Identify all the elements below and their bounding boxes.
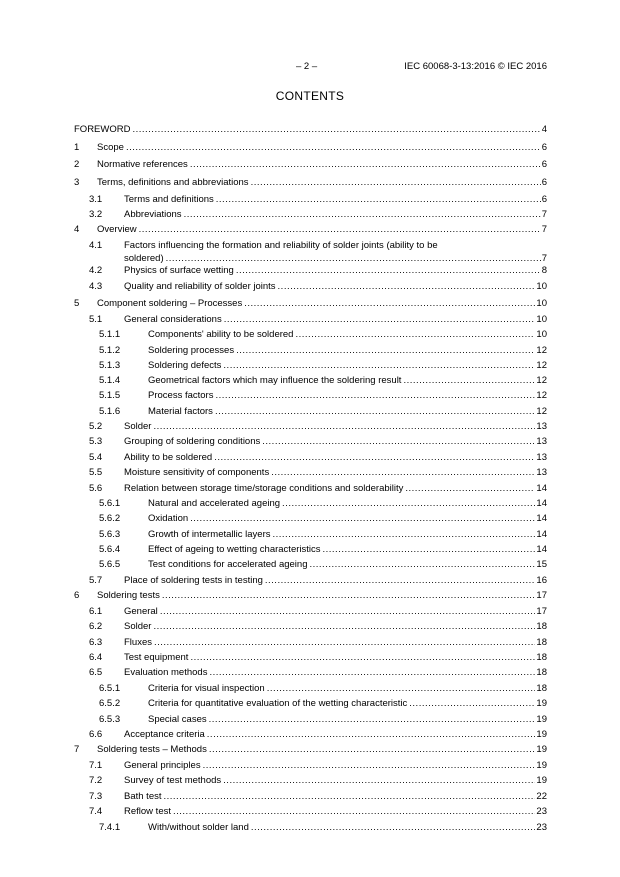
toc-entry-title — [124, 620, 535, 633]
toc-entry-title — [148, 697, 535, 710]
toc-entry[interactable] — [74, 328, 547, 341]
toc-entry-number: 3 — [74, 177, 80, 188]
page-header — [0, 61, 620, 75]
toc-entry-page: 23 — [536, 806, 547, 817]
toc-entry-page: 18 — [536, 683, 547, 694]
toc-entry-title — [124, 666, 535, 679]
toc-entry-title — [124, 435, 535, 448]
toc-entry-title-text: Component soldering – Processes — [97, 298, 243, 309]
toc-entry-page: 14 — [536, 513, 547, 524]
toc-entry-number: 5.1.6 — [99, 406, 121, 417]
toc-entry-title-text: Reflow test — [124, 806, 171, 817]
toc-entry-number: 6.6 — [89, 729, 103, 740]
toc-entry-title — [148, 682, 535, 695]
toc-entry-title — [148, 405, 535, 418]
toc-entry-title — [124, 451, 535, 464]
toc-entry-title — [124, 466, 535, 479]
toc-entry-title — [97, 223, 541, 236]
toc-entry-title — [124, 239, 541, 265]
toc-entry-number: 4 — [74, 224, 80, 235]
toc-entry-title — [124, 805, 535, 818]
contents-title: CONTENTS — [275, 89, 345, 103]
toc-entry[interactable] — [74, 497, 547, 510]
toc-entry-title-text: Evaluation methods — [124, 667, 208, 678]
toc-entry[interactable] — [74, 821, 547, 834]
toc-entry-title-text: Fluxes — [124, 637, 152, 648]
toc-entry-number: 6.5.1 — [99, 683, 121, 694]
toc-entry[interactable] — [74, 790, 547, 803]
toc-entry-number: 6 — [74, 590, 80, 601]
toc-entry-page: 19 — [536, 698, 547, 709]
toc-entry[interactable] — [74, 359, 547, 372]
toc-entry-title-text: Special cases — [148, 714, 207, 725]
toc-entry-title — [148, 328, 535, 341]
toc-entry-page: 16 — [536, 575, 547, 586]
toc-entry-page: 17 — [536, 606, 547, 617]
toc-entry[interactable] — [74, 558, 547, 571]
toc-entry-number: 4.3 — [89, 281, 103, 292]
toc-entry-number: 7 — [74, 744, 80, 755]
toc-entry-number: 5.1.4 — [99, 375, 121, 386]
toc-entry-title-text: Physics of surface wetting — [124, 265, 234, 276]
toc-entry-title-text: With/without solder land — [148, 822, 249, 833]
toc-entry[interactable] — [74, 636, 547, 649]
toc-entry-page: 14 — [536, 483, 547, 494]
toc-entry[interactable] — [74, 728, 547, 741]
toc-entry[interactable] — [74, 264, 547, 277]
toc-entry[interactable] — [74, 620, 547, 633]
toc-entry-page: 22 — [536, 791, 547, 802]
toc-entry-page: 10 — [536, 281, 547, 292]
toc-entry-number: 5.6.5 — [99, 559, 121, 570]
toc-entry-title-text: Solder — [124, 621, 152, 632]
toc-entry-number: 6.4 — [89, 652, 103, 663]
toc-entry-page: 14 — [536, 498, 547, 509]
toc-entry-number: 6.5.3 — [99, 714, 121, 725]
toc-entry-title-text: Soldering processes — [148, 345, 235, 356]
toc-entry-title-text: Survey of test methods — [124, 775, 222, 786]
toc-entry-page: 10 — [536, 329, 547, 340]
toc-entry-page: 18 — [536, 637, 547, 648]
toc-entry-page: 12 — [536, 345, 547, 356]
toc-entry-number: 6.5.2 — [99, 698, 121, 709]
toc-entry-title — [148, 389, 535, 402]
toc-entry-number: 3.2 — [89, 209, 103, 220]
toc-entry-title — [124, 264, 541, 277]
toc-entry-title — [97, 141, 541, 154]
page-number: – 2 – — [296, 61, 318, 72]
toc-entry-number: 5.6.1 — [99, 498, 121, 509]
toc-entry-number: 5.1.3 — [99, 360, 121, 371]
toc-entry-title-text: Quality and reliability of solder joints — [124, 281, 276, 292]
toc-entry-title-text: Components' ability to be soldered — [148, 329, 294, 340]
toc-entry[interactable] — [74, 223, 547, 236]
toc-entry[interactable] — [74, 466, 547, 479]
toc-entry-title-text: Relation between storage time/storage conditions and solderability — [124, 483, 404, 494]
toc-entry-title-text: Place of soldering tests in testing — [124, 575, 263, 586]
toc-entry-number: 5.4 — [89, 452, 103, 463]
toc-entry-title-text: Terms, definitions and abbreviations — [97, 177, 249, 188]
toc-entry-title — [124, 605, 535, 618]
toc-entry-page: 6 — [541, 142, 547, 153]
toc-entry-page: 13 — [536, 452, 547, 463]
toc-entry-page: 18 — [536, 652, 547, 663]
toc-entry-page: 8 — [541, 265, 547, 276]
toc-entry-number: 6.5 — [89, 667, 103, 678]
toc-entry-title-text: Test equipment — [124, 652, 189, 663]
toc-entry-number: 5.6.3 — [99, 529, 121, 540]
toc-entry-title-text: FOREWORD — [74, 124, 131, 135]
toc-entry-title — [97, 297, 535, 310]
toc-entry[interactable] — [74, 512, 547, 525]
toc-entry[interactable] — [74, 589, 547, 602]
toc-entry[interactable] — [74, 420, 547, 433]
toc-entry-number: 5.1.2 — [99, 345, 121, 356]
toc-entry-title — [124, 280, 535, 293]
toc-entry-number: 2 — [74, 159, 80, 170]
toc-entry-page: 6 — [541, 194, 547, 205]
toc-entry-title — [148, 344, 535, 357]
toc-entry-number: 3.1 — [89, 194, 103, 205]
toc-entry-title — [124, 420, 535, 433]
toc-entry-page: 12 — [536, 360, 547, 371]
toc-entry-title-line1: Factors influencing the formation and reliability of solder joints (ability to be — [124, 240, 438, 251]
toc-entry-title — [148, 543, 535, 556]
toc-entry-title-text: Effect of ageing to wetting characteristics — [148, 544, 321, 555]
toc-entry[interactable] — [74, 805, 547, 818]
toc-entry-number: 5.6.4 — [99, 544, 121, 555]
toc-entry-title-text: Scope — [97, 142, 124, 153]
toc-entry-page: 4 — [541, 124, 547, 135]
toc-entry-title-text: Soldering tests — [97, 590, 160, 601]
toc-entry-page: 13 — [536, 467, 547, 478]
toc-entry[interactable] — [74, 141, 547, 154]
toc-entry-title — [148, 374, 535, 387]
toc-entry-page: 12 — [536, 406, 547, 417]
toc-entry[interactable] — [74, 389, 547, 402]
toc-entry-page: 17 — [536, 590, 547, 601]
toc-entry-number: 7.4.1 — [99, 822, 121, 833]
toc-entry-title — [148, 512, 535, 525]
toc-entry[interactable] — [74, 123, 547, 136]
toc-entry-title-text: Terms and definitions — [124, 194, 214, 205]
toc-entry-title — [124, 313, 535, 326]
toc-entry-number: 5.1 — [89, 314, 103, 325]
toc-entry-title — [124, 790, 535, 803]
toc-entry[interactable] — [74, 344, 547, 357]
toc-entry-number: 7.2 — [89, 775, 103, 786]
toc-entry-number: 6.1 — [89, 606, 103, 617]
toc-entry-page: 19 — [536, 714, 547, 725]
toc-entry-title-text: Natural and accelerated ageing — [148, 498, 281, 509]
toc-entry[interactable] — [74, 682, 547, 695]
toc-entry-page: 18 — [536, 667, 547, 678]
toc-entry-title-text: Oxidation — [148, 513, 189, 524]
toc-entry-page: 6 — [541, 159, 547, 170]
toc-entry-number: 5.7 — [89, 575, 103, 586]
toc-entry[interactable] — [74, 482, 547, 495]
toc-entry-title-text: Ability to be soldered — [124, 452, 213, 463]
toc-entry-title — [148, 821, 535, 834]
toc-entry-page: 19 — [536, 744, 547, 755]
toc-entry-page: 19 — [536, 729, 547, 740]
toc-entry-number: 5.5 — [89, 467, 103, 478]
toc-entry-title — [97, 158, 541, 171]
toc-entry-title-text: Test conditions for accelerated ageing — [148, 559, 308, 570]
toc-entry[interactable] — [74, 713, 547, 726]
toc-entry-title-text: Acceptance criteria — [124, 729, 205, 740]
toc-entry-number: 5.1.1 — [99, 329, 121, 340]
toc-entry-page: 7 — [541, 253, 547, 264]
toc-entry-title-line2-text: soldered) — [124, 253, 164, 264]
toc-entry-number: 5.6 — [89, 483, 103, 494]
toc-entry-title — [148, 558, 535, 571]
toc-entry[interactable] — [74, 280, 547, 293]
toc-entry-title-text: Growth of intermetallic layers — [148, 529, 271, 540]
toc-entry[interactable] — [74, 543, 547, 556]
toc-entry-number: 5.6.2 — [99, 513, 121, 524]
toc-entry-title-text: Moisture sensitivity of components — [124, 467, 270, 478]
toc-entry[interactable] — [74, 759, 547, 772]
toc-entry-title-text: Criteria for quantitative evaluation of the wetting characteristic — [148, 698, 408, 709]
toc-entry-page: 6 — [541, 177, 547, 188]
toc-entry-number: 5 — [74, 298, 80, 309]
toc-entry[interactable] — [74, 239, 547, 265]
toc-entry-page: 19 — [536, 775, 547, 786]
toc-entry[interactable] — [74, 313, 547, 326]
toc-entry-title-text: Abbreviations — [124, 209, 182, 220]
toc-entry[interactable] — [74, 208, 547, 221]
toc-entry[interactable] — [74, 574, 547, 587]
toc-entry[interactable] — [74, 651, 547, 664]
toc-entry-title-text: Overview — [97, 224, 137, 235]
toc-entry-title — [124, 574, 535, 587]
toc-entry-title — [124, 759, 535, 772]
toc-entry-title — [148, 497, 535, 510]
toc-entry-title-text: Grouping of soldering conditions — [124, 436, 261, 447]
toc-entry[interactable] — [74, 451, 547, 464]
toc-entry-page: 7 — [541, 209, 547, 220]
toc-entry-page: 13 — [536, 421, 547, 432]
toc-entry-title-text: Soldering tests – Methods — [97, 744, 207, 755]
toc-entry-title — [124, 482, 535, 495]
toc-entry-title-text: Bath test — [124, 791, 162, 802]
toc-entry-number: 6.2 — [89, 621, 103, 632]
toc-entry-page: 10 — [536, 298, 547, 309]
toc-entry-number: 4.2 — [89, 265, 103, 276]
toc-entry-title — [124, 651, 535, 664]
toc-entry-title-text: General — [124, 606, 158, 617]
toc-entry[interactable] — [74, 158, 547, 171]
toc-entry[interactable] — [74, 297, 547, 310]
toc-entry-page: 13 — [536, 436, 547, 447]
toc-entry-number: 1 — [74, 142, 80, 153]
toc-entry-page: 23 — [536, 822, 547, 833]
toc-entry-title — [74, 123, 541, 136]
toc-entry-title — [124, 208, 541, 221]
toc-entry-title — [124, 636, 535, 649]
toc-entry-number: 5.2 — [89, 421, 103, 432]
toc-entry-title — [124, 774, 535, 787]
toc-entry-title-text: Material factors — [148, 406, 213, 417]
toc-entry[interactable] — [74, 528, 547, 541]
toc-entry-title-text: Criteria for visual inspection — [148, 683, 265, 694]
toc-entry[interactable] — [74, 605, 547, 618]
toc-entry-title — [148, 359, 535, 372]
toc-entry-number: 5.3 — [89, 436, 103, 447]
toc-entry-number: 6.3 — [89, 637, 103, 648]
toc-entry-title-text: Geometrical factors which may influence the soldering result — [148, 375, 402, 386]
toc-entry-page: 10 — [536, 314, 547, 325]
toc-entry-page: 14 — [536, 544, 547, 555]
toc-entry-page: 14 — [536, 529, 547, 540]
toc-entry[interactable] — [74, 176, 547, 189]
toc-entry-title — [97, 589, 535, 602]
toc-entry-page: 18 — [536, 621, 547, 632]
toc-entry[interactable] — [74, 774, 547, 787]
toc-entry-page: 12 — [536, 390, 547, 401]
toc-entry-title — [97, 176, 541, 189]
toc-entry[interactable] — [74, 374, 547, 387]
toc-entry-number: 5.1.5 — [99, 390, 121, 401]
toc-entry-title-text: Process factors — [148, 390, 214, 401]
toc-entry-title — [97, 743, 535, 756]
toc-entry[interactable] — [74, 697, 547, 710]
toc-entry-number: 4.1 — [89, 240, 103, 251]
toc-entry-title — [148, 713, 535, 726]
toc-entry[interactable] — [74, 193, 547, 206]
toc-entry[interactable] — [74, 666, 547, 679]
toc-entry-number: 7.1 — [89, 760, 103, 771]
toc-entry-title-text: General considerations — [124, 314, 222, 325]
toc-entry-title-text: Soldering defects — [148, 360, 222, 371]
toc-entry[interactable] — [74, 743, 547, 756]
toc-entry-title — [124, 728, 535, 741]
toc-entry-page: 19 — [536, 760, 547, 771]
toc-entry-page: 12 — [536, 375, 547, 386]
toc-entry-page: 15 — [536, 559, 547, 570]
toc-entry-title — [148, 528, 535, 541]
toc-entry-number: 7.3 — [89, 791, 103, 802]
toc-entry[interactable] — [74, 405, 547, 418]
toc-entry-page: 7 — [541, 224, 547, 235]
document-reference: IEC 60068-3-13:2016 © IEC 2016 — [404, 61, 547, 72]
toc-entry-number: 7.4 — [89, 806, 103, 817]
toc-entry-title — [124, 193, 541, 206]
toc-entry-title-text: Solder — [124, 421, 152, 432]
toc-entry[interactable] — [74, 435, 547, 448]
toc-entry-title-text: Normative references — [97, 159, 188, 170]
toc-entry-title-text: General principles — [124, 760, 201, 771]
